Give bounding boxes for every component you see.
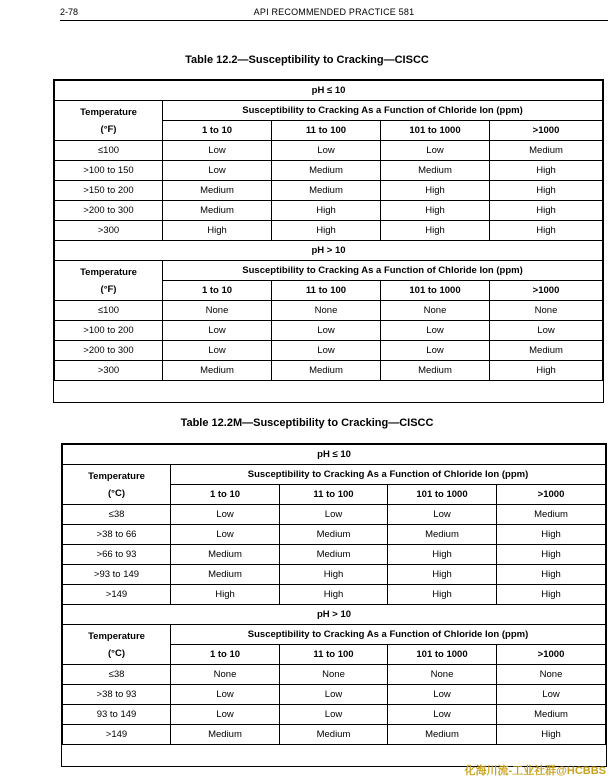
table-row (63, 685, 606, 705)
table-row (55, 301, 603, 321)
temperature-header (55, 101, 163, 141)
table-row (55, 181, 603, 201)
susceptibility-cell: High (381, 181, 490, 201)
susceptibility-cell: High (280, 585, 388, 605)
susceptibility-cell: Medium (171, 545, 280, 565)
ph-row (55, 241, 603, 261)
susceptibility-cell: High (272, 221, 381, 241)
susceptibility-cell: Low (388, 685, 497, 705)
susceptibility-cell: High (388, 585, 497, 605)
chloride-range-header: 11 to 100 (272, 281, 381, 301)
susceptibility-cell: Low (171, 685, 280, 705)
ph-row (63, 445, 606, 465)
header-row (55, 101, 603, 121)
temperature-range-cell: ≤100 (55, 301, 163, 321)
ciscc-table-fahrenheit (54, 80, 603, 381)
susceptibility-cell: Medium (171, 565, 280, 585)
susceptibility-cell: High (490, 201, 603, 221)
susceptibility-cell: Medium (490, 141, 603, 161)
susceptibility-cell: Low (381, 341, 490, 361)
ciscc-table-celsius (62, 444, 606, 745)
temperature-range-cell: >150 to 200 (55, 181, 163, 201)
susceptibility-cell: High (388, 565, 497, 585)
susceptibility-header: Susceptibility to Cracking As a Function of Chloride Ion (ppm) (171, 625, 606, 645)
chloride-range-header: 11 to 100 (280, 645, 388, 665)
susceptibility-cell: Low (388, 505, 497, 525)
temperature-range-cell: >93 to 149 (63, 565, 171, 585)
susceptibility-cell: Medium (272, 161, 381, 181)
ph-row (63, 605, 606, 625)
susceptibility-cell: Low (490, 321, 603, 341)
ph-label: pH ≤ 10 (55, 81, 603, 101)
chloride-range-header: 101 to 1000 (381, 121, 490, 141)
susceptibility-cell: Low (171, 525, 280, 545)
temperature-range-cell: ≤38 (63, 505, 171, 525)
susceptibility-cell: Medium (490, 341, 603, 361)
chloride-range-header: 1 to 10 (171, 645, 280, 665)
susceptibility-cell: High (490, 221, 603, 241)
susceptibility-cell: None (272, 301, 381, 321)
susceptibility-cell: Medium (280, 725, 388, 745)
running-title: API RECOMMENDED PRACTICE 581 (253, 7, 415, 17)
chloride-range-header: 101 to 1000 (381, 281, 490, 301)
temperature-range-cell: >100 to 150 (55, 161, 163, 181)
chloride-range-header: 101 to 1000 (388, 485, 497, 505)
temperature-unit: (°C) (108, 647, 125, 659)
table-row (55, 341, 603, 361)
susceptibility-cell: Low (163, 341, 272, 361)
susceptibility-cell: Low (280, 505, 388, 525)
header-rule (60, 20, 608, 21)
temperature-range-cell: >300 (55, 361, 163, 381)
susceptibility-header: Susceptibility to Cracking As a Function of Chloride Ion (ppm) (171, 465, 606, 485)
temperature-header (63, 625, 171, 665)
header-row (55, 261, 603, 281)
temperature-unit: (°F) (100, 123, 117, 135)
table-row (63, 505, 606, 525)
susceptibility-cell: Low (381, 321, 490, 341)
chloride-range-header: >1000 (490, 121, 603, 141)
table-caption-12-2m: Table 12.2M—Susceptibility to Cracking—CISCC (180, 417, 434, 429)
header-row (63, 465, 606, 485)
page-header (60, 6, 608, 20)
table-row (63, 665, 606, 685)
susceptibility-cell: Medium (388, 725, 497, 745)
susceptibility-cell: Medium (280, 525, 388, 545)
ph-label: pH > 10 (55, 241, 603, 261)
susceptibility-cell: High (381, 201, 490, 221)
temperature-range-cell: >200 to 300 (55, 201, 163, 221)
table-row (55, 321, 603, 341)
page-number: 2-78 (60, 7, 79, 17)
susceptibility-cell: None (388, 665, 497, 685)
chloride-range-header: >1000 (497, 645, 606, 665)
table-row (55, 201, 603, 221)
susceptibility-cell: High (490, 361, 603, 381)
temperature-range-cell: ≤38 (63, 665, 171, 685)
chloride-range-header: 101 to 1000 (388, 645, 497, 665)
susceptibility-cell: Medium (163, 181, 272, 201)
susceptibility-cell: Medium (497, 505, 606, 525)
susceptibility-cell: High (163, 221, 272, 241)
temperature-range-cell: >149 (63, 725, 171, 745)
temperature-unit: (°C) (108, 487, 125, 499)
susceptibility-cell: High (280, 565, 388, 585)
temperature-range-cell: >66 to 93 (63, 545, 171, 565)
susceptibility-cell: None (163, 301, 272, 321)
table-row (63, 525, 606, 545)
temperature-range-cell: >200 to 300 (55, 341, 163, 361)
temperature-range-cell: >149 (63, 585, 171, 605)
susceptibility-cell: Low (163, 161, 272, 181)
susceptibility-cell: Low (272, 321, 381, 341)
susceptibility-cell: Low (272, 141, 381, 161)
susceptibility-cell: High (272, 201, 381, 221)
table-row (55, 221, 603, 241)
chloride-range-header: 1 to 10 (171, 485, 280, 505)
susceptibility-cell: Low (381, 141, 490, 161)
susceptibility-cell: High (497, 585, 606, 605)
table-caption-12-2: Table 12.2—Susceptibility to Cracking—CISCC (185, 54, 429, 66)
susceptibility-cell: None (497, 665, 606, 685)
susceptibility-cell: None (171, 665, 280, 685)
chloride-range-header: 1 to 10 (163, 281, 272, 301)
susceptibility-cell: Medium (163, 201, 272, 221)
temperature-label: Temperature (88, 470, 145, 482)
temperature-range-cell: >38 to 66 (63, 525, 171, 545)
susceptibility-cell: Low (171, 505, 280, 525)
susceptibility-cell: Medium (280, 545, 388, 565)
susceptibility-cell: High (490, 161, 603, 181)
temperature-header (63, 465, 171, 505)
susceptibility-cell: None (381, 301, 490, 321)
temperature-range-cell: >38 to 93 (63, 685, 171, 705)
table-row (55, 161, 603, 181)
susceptibility-cell: Low (497, 685, 606, 705)
susceptibility-cell: Low (163, 141, 272, 161)
table-row (63, 725, 606, 745)
ph-label: pH > 10 (63, 605, 606, 625)
temperature-range-cell: >100 to 200 (55, 321, 163, 341)
susceptibility-cell: High (171, 585, 280, 605)
susceptibility-cell: Medium (272, 181, 381, 201)
chloride-range-header: 1 to 10 (163, 121, 272, 141)
susceptibility-cell: Medium (171, 725, 280, 745)
susceptibility-cell: High (381, 221, 490, 241)
table-row (55, 361, 603, 381)
chloride-range-header: >1000 (490, 281, 603, 301)
temperature-range-cell: >300 (55, 221, 163, 241)
temperature-range-cell: 93 to 149 (63, 705, 171, 725)
temperature-label: Temperature (80, 106, 137, 118)
susceptibility-cell: High (497, 545, 606, 565)
susceptibility-cell: Low (272, 341, 381, 361)
susceptibility-header: Susceptibility to Cracking As a Function of Chloride Ion (ppm) (163, 261, 603, 281)
susceptibility-cell: Medium (272, 361, 381, 381)
susceptibility-cell: Low (171, 705, 280, 725)
table-row (55, 141, 603, 161)
susceptibility-cell: High (497, 565, 606, 585)
susceptibility-cell: Medium (163, 361, 272, 381)
susceptibility-cell: High (388, 545, 497, 565)
susceptibility-cell: High (497, 725, 606, 745)
susceptibility-cell: Medium (381, 161, 490, 181)
table-row (63, 705, 606, 725)
table-row (63, 585, 606, 605)
header-row (63, 625, 606, 645)
susceptibility-header: Susceptibility to Cracking As a Function of Chloride Ion (ppm) (163, 101, 603, 121)
chloride-range-header: 11 to 100 (272, 121, 381, 141)
table-row (63, 565, 606, 585)
temperature-label: Temperature (80, 266, 137, 278)
susceptibility-cell: High (497, 525, 606, 545)
susceptibility-cell: Low (388, 705, 497, 725)
ph-label: pH ≤ 10 (63, 445, 606, 465)
ph-row (55, 81, 603, 101)
chloride-range-header: 11 to 100 (280, 485, 388, 505)
temperature-header (55, 261, 163, 301)
susceptibility-cell: Low (163, 321, 272, 341)
susceptibility-cell: Medium (381, 361, 490, 381)
susceptibility-cell: Medium (388, 525, 497, 545)
susceptibility-cell: Medium (497, 705, 606, 725)
susceptibility-cell: Low (280, 685, 388, 705)
temperature-label: Temperature (88, 630, 145, 642)
table-row (63, 545, 606, 565)
susceptibility-cell: None (490, 301, 603, 321)
temperature-unit: (°F) (100, 283, 117, 295)
susceptibility-cell: None (280, 665, 388, 685)
temperature-range-cell: ≤100 (55, 141, 163, 161)
susceptibility-cell: High (490, 181, 603, 201)
chloride-range-header: >1000 (497, 485, 606, 505)
watermark-text: 化海川流-工业社群@HCBBS (464, 765, 606, 777)
susceptibility-cell: Low (280, 705, 388, 725)
